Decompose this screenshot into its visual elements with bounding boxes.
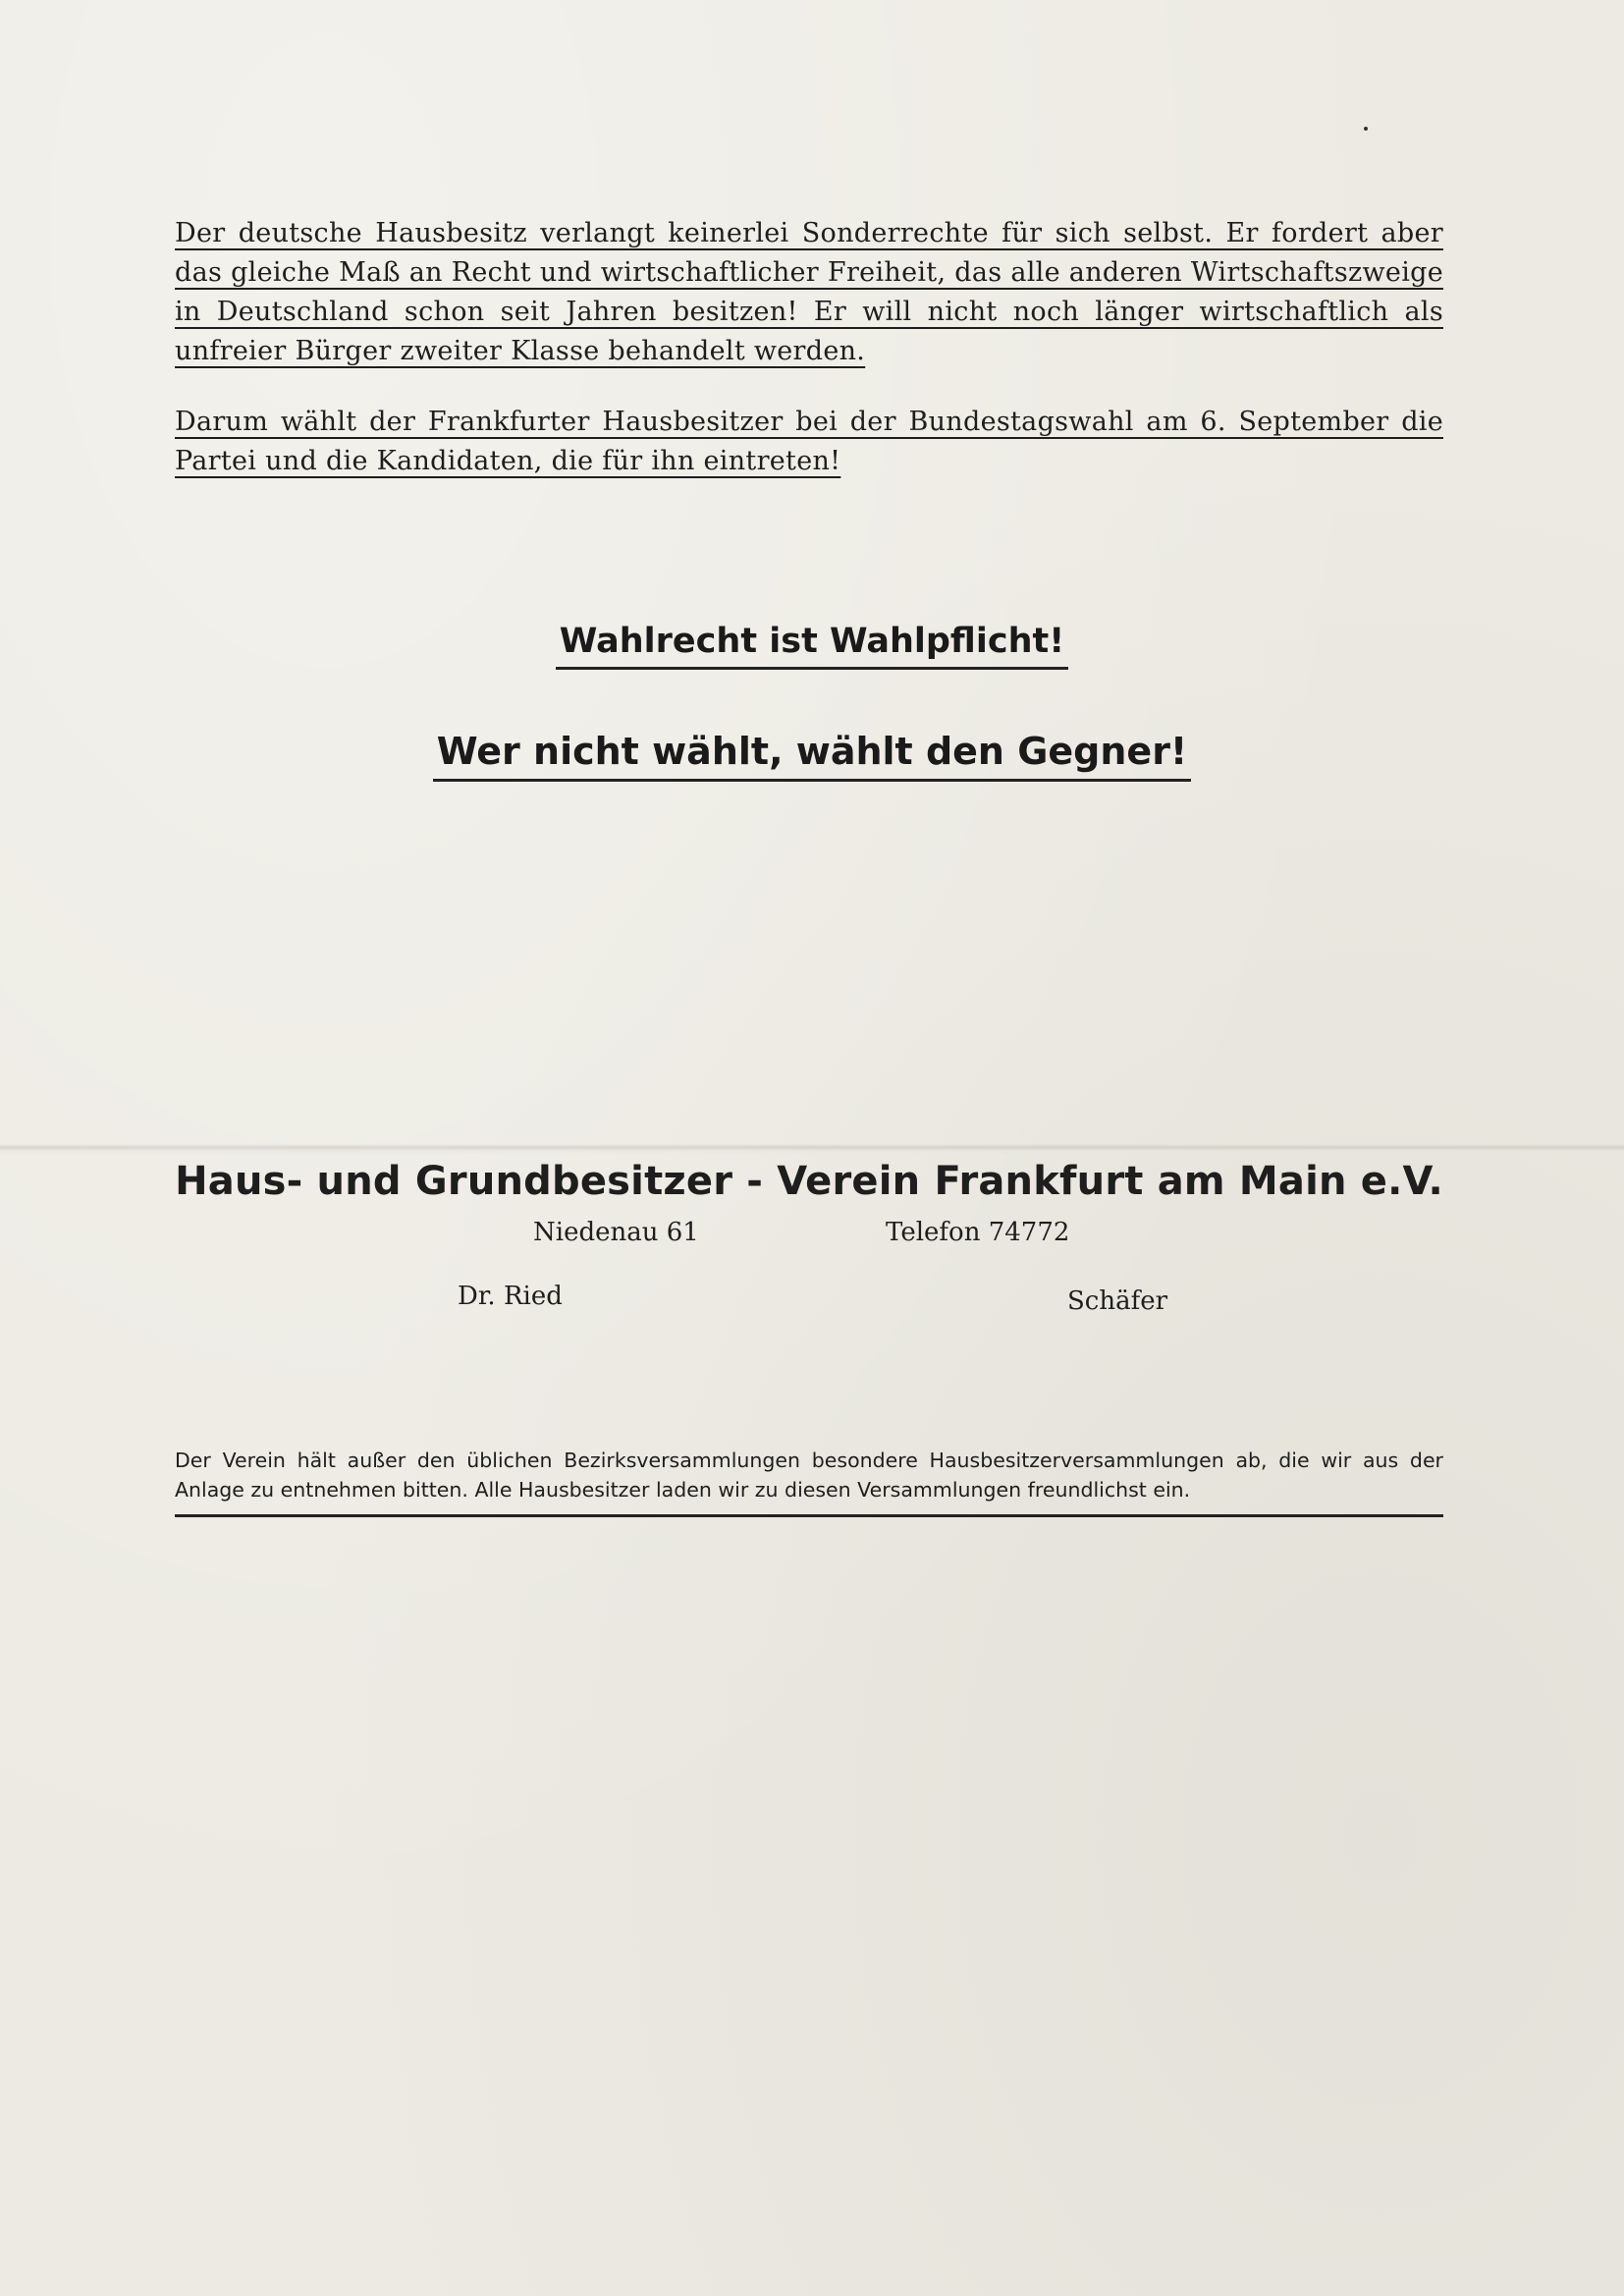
paragraph-text: Darum wählt der Frankfurter Hausbesitzer bei der Bundestagswahl am 6. September die Partei und die Kandidaten, die für ihn eintreten! [175,407,1443,476]
paragraph-bundestagswahl [175,403,1443,481]
footer-note: Der Verein hält außer den üblichen Bezirksversammlungen besondere Hausbesitzerversammlungen ab, die wir aus der Anlage zu entnehmen bitten. Alle Hausbesitzer laden wir zu diesen Versammlungen freundlichst ein. [175,1449,1443,1502]
organization-address: Niedenau 61 [533,1218,699,1247]
paragraph-text: Der deutsche Hausbesitz verlangt keinerlei Sonderrechte für sich selbst. Er fordert aber das gleiche Maß an Recht und wirtschaftlicher Freiheit, das alle anderen Wirtschaftszweige in Deutschland schon seit Jahren besitzen! Er will nicht noch länger wirtschaftlich als unfreier Bürger zweiter Klasse behandelt werden. [175,218,1443,366]
footer-divider [175,1514,1443,1517]
organization-phone: Telefon 74772 [886,1218,1070,1247]
signatory-ried: Dr. Ried [458,1282,563,1311]
signatory-schaefer: Schäfer [1067,1286,1168,1316]
headline-gegner [0,730,1624,782]
headline-text: Wahlrecht ist Wahlpflicht! [556,622,1068,670]
headline-wahlpflicht [0,622,1624,670]
headline-text: Wer nicht wählt, wählt den Gegner! [433,730,1192,782]
ink-speck [1364,127,1368,131]
paper-fold [0,1144,1624,1154]
organization-name: Haus- und Grundbesitzer - Verein Frankfurt am Main e.V. [175,1159,1443,1204]
paragraph-sonderrechte [175,214,1443,371]
